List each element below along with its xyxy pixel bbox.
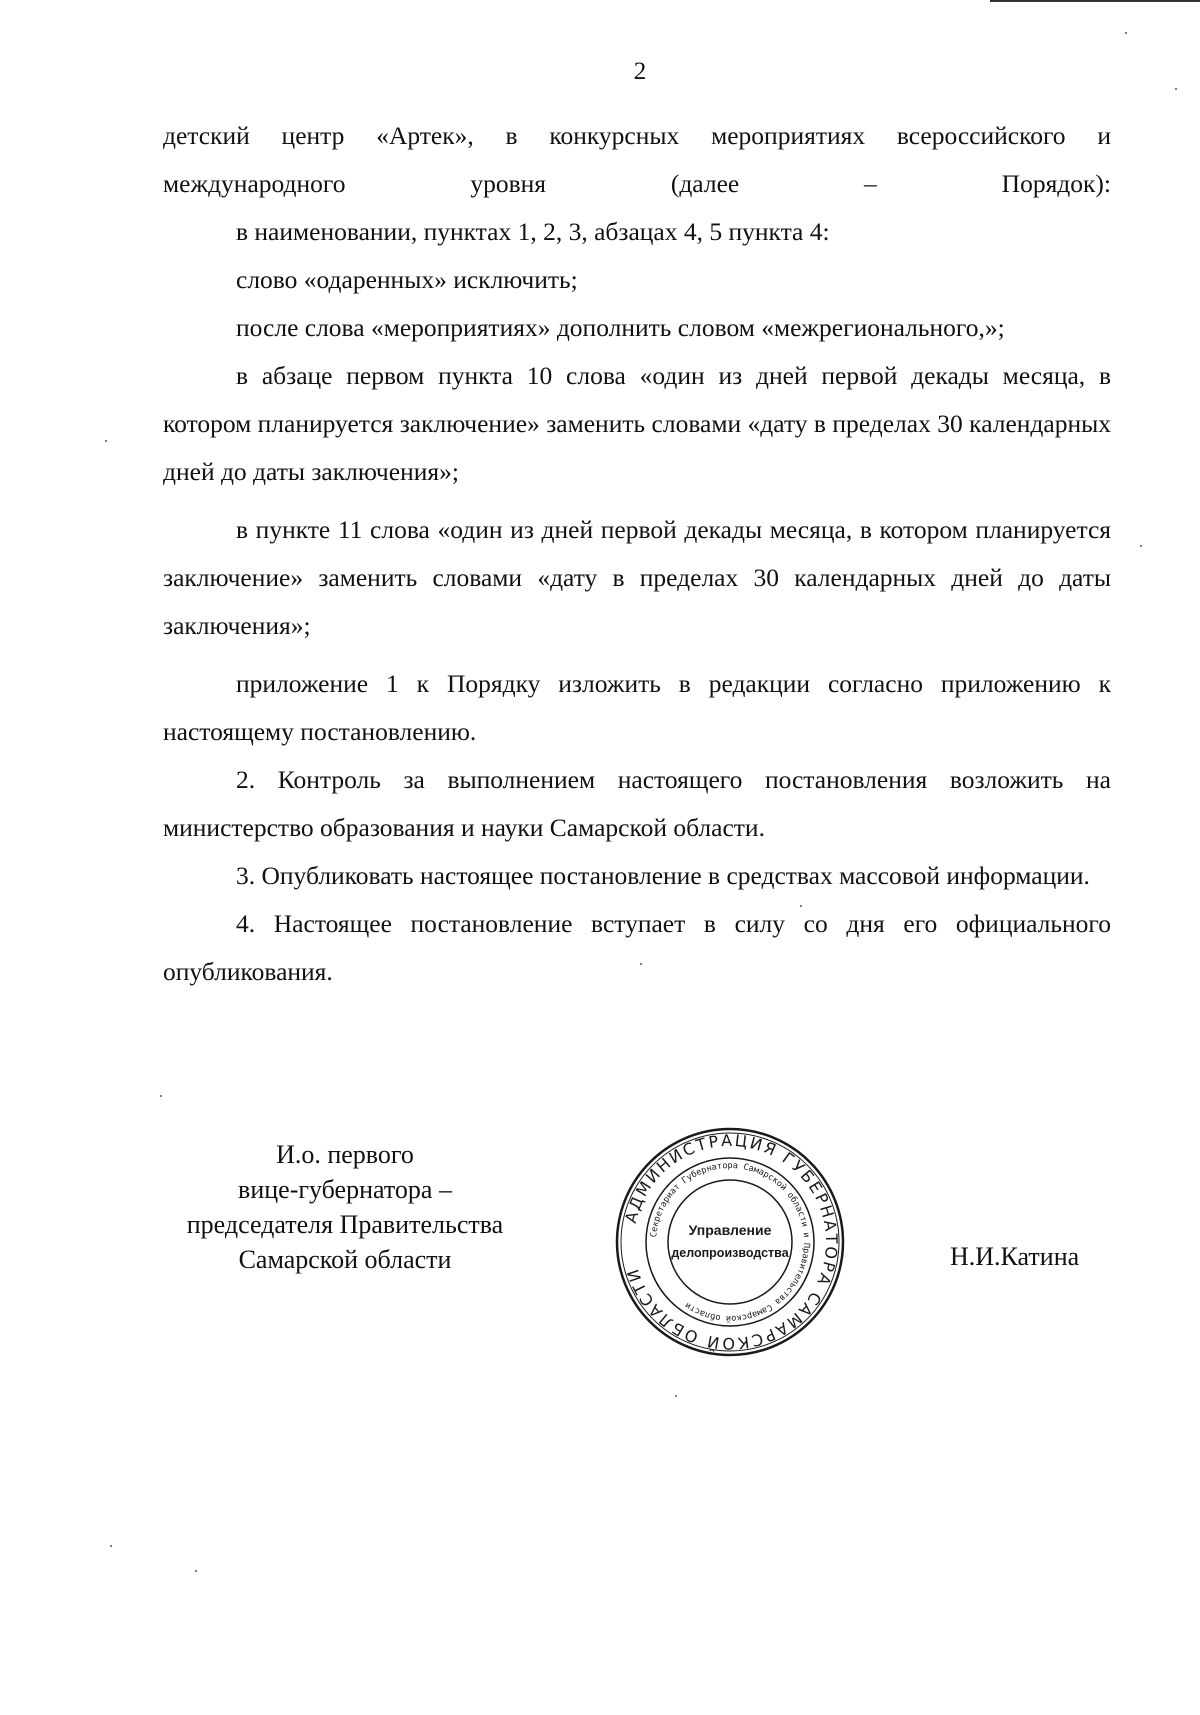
document-body (163, 112, 1111, 996)
stamp-outer-text: АДМИНИСТРАЦИЯ ГУБЕРНАТОРА САМАРСКОЙ ОБЛАСТИ (620, 1130, 842, 1354)
signatory-title-line: председателя Правительства (186, 1210, 504, 1239)
paragraph: детский центр «Артек», в конкурсных мероприятиях всероссийского и международного уровня (далее – Порядок): (163, 121, 1111, 198)
paragraph: в наименовании, пунктах 1, 2, 3, абзацах 4, 5 пункта 4: (236, 217, 830, 246)
paragraph: слово «одаренных» исключить; (236, 265, 578, 294)
stamp-center-line-2: делопроизводства (671, 1246, 789, 1260)
signatory-title (160, 1137, 530, 1277)
stamp-inner-text: Секретариат Губернатора Самарской области и Правительства Самарской области (649, 1160, 812, 1324)
scan-speck (640, 963, 642, 965)
paragraph: 3. Опубликовать настоящее постановление в средствах массовой информации. (236, 861, 1090, 890)
scan-speck (110, 1545, 112, 1547)
svg-text:Секретариат Губернатора Самарс (649, 1161, 811, 1323)
stamp-center-line-1: Управление (688, 1222, 772, 1238)
page-number: 2 (633, 58, 647, 85)
paragraph: приложение 1 к Порядку изложить в редакции согласно приложению к настоящему постановлению. (163, 669, 1111, 746)
signatory-name: Н.И.Катина (950, 1242, 1080, 1271)
paragraph: 4. Настоящее постановление вступает в силу со дня его официального опубликования. (163, 909, 1111, 986)
signatory-title-line: И.о. первого (276, 1140, 414, 1169)
scan-speck (1140, 545, 1142, 547)
stamp-graphic (612, 1124, 848, 1360)
scan-speck (800, 905, 802, 907)
paragraph: в пункте 11 слова «один из дней первой декады месяца, в котором планируется заключение» заменить словами «дату в пределах 30 календарных дней до даты заключения»; (163, 515, 1111, 640)
signatory-title-line: Самарской области (238, 1245, 452, 1274)
signatory-title-line: вице-губернатора – (238, 1175, 452, 1204)
paragraph: в абзаце первом пункта 10 слова «один из дней первой декады месяца, в котором планируется заключение» заменить словами «дату в пределах 30 календарных дней до даты заключения»; (163, 361, 1111, 486)
paragraph: после слова «мероприятиях» дополнить словом «межрегионального,»; (236, 313, 1005, 342)
scan-speck (1125, 32, 1127, 34)
paragraph: 2. Контроль за выполнением настоящего постановления возложить на министерство образования и науки Самарской области. (163, 765, 1111, 842)
scan-speck (160, 1095, 162, 1097)
official-stamp (612, 1124, 848, 1360)
top-edge-line (990, 0, 1200, 2)
scan-speck (105, 440, 107, 442)
scan-speck (675, 1395, 677, 1397)
scan-speck (195, 1570, 197, 1572)
scan-speck (1175, 88, 1177, 90)
